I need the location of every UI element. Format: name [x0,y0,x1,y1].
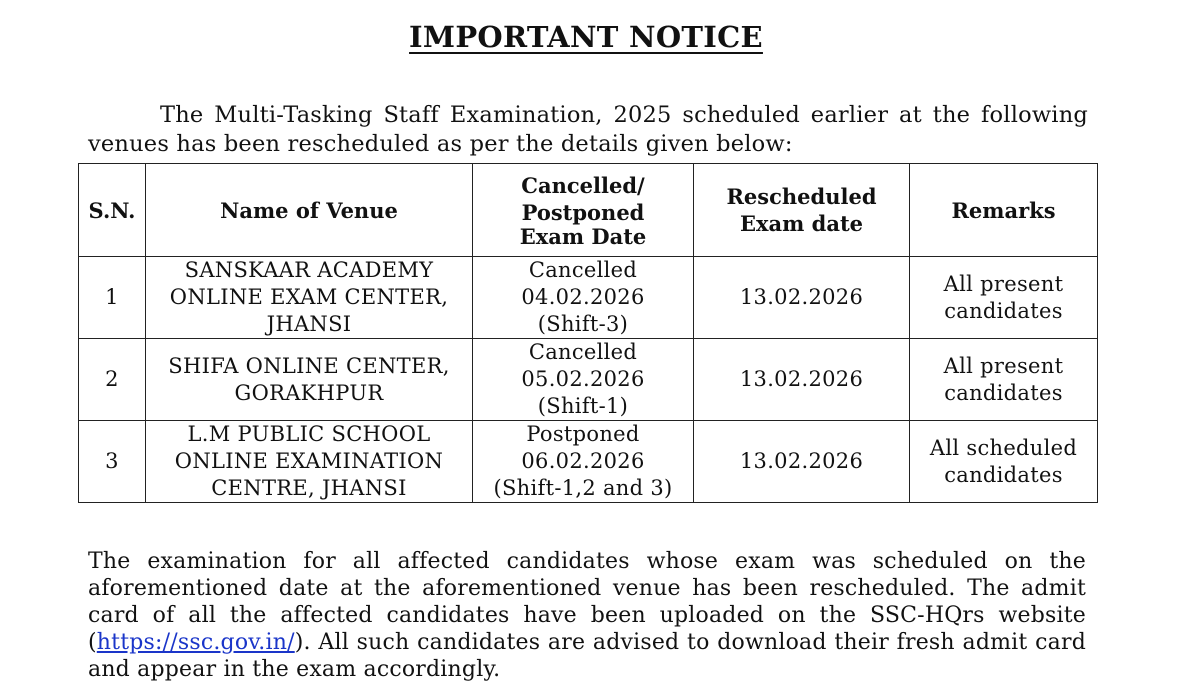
exam-shift: (Shift-1) [537,394,629,418]
venue-line: CENTRE, JHANSI [211,476,407,500]
header-sn: S.N. [79,164,146,257]
exam-shift: (Shift-3) [537,312,629,336]
cell-remarks [910,421,1098,503]
header-venue: Name of Venue [146,164,473,257]
cell-sn: 3 [79,421,146,503]
footer-paragraph [88,548,1086,683]
cell-remarks [910,257,1098,339]
venue-line: L.M PUBLIC SCHOOL [187,422,431,446]
exam-status: Cancelled [528,340,638,364]
cell-venue [146,421,473,503]
notice-title-text: IMPORTANT NOTICE [409,20,763,54]
cell-rescheduled-date: 13.02.2026 [694,339,910,421]
header-rescheduled-date [694,164,910,257]
ssc-website-link[interactable]: https://ssc.gov.in/ [96,630,295,655]
remarks-line: candidates [944,298,1063,323]
cell-venue [146,257,473,339]
table-row [79,257,1098,339]
footer-text-after-link: ). All such candidates are advised to download their fresh admit card and appear in the exam accordingly. [88,630,1086,682]
header-cancelled-line: Cancelled/ [521,173,645,198]
cell-exam-date [473,257,694,339]
table-row [79,421,1098,503]
exam-date: 06.02.2026 [521,449,645,473]
header-rescheduled-line: Rescheduled [726,184,877,209]
venue-table [78,163,1098,503]
remarks-line: All present [943,353,1064,378]
cell-exam-date [473,339,694,421]
remarks-line: All scheduled [929,435,1078,460]
cell-rescheduled-date: 13.02.2026 [694,257,910,339]
table-header-row [79,164,1098,257]
venue-line: SHIFA ONLINE CENTER, [168,353,450,378]
exam-status: Cancelled [528,258,638,282]
cell-remarks [910,339,1098,421]
cell-venue [146,339,473,421]
header-cancelled-date [473,164,694,257]
intro-paragraph: The Multi-Tasking Staff Examination, 2025 scheduled earlier at the following venues has been rescheduled as per the details given below: [88,101,1088,157]
header-exam-date-line-2: Exam date [739,211,864,236]
cell-exam-date [473,421,694,503]
cell-sn: 2 [79,339,146,421]
header-remarks: Remarks [910,164,1098,257]
footer-text-before-link: The examination for all affected candidates whose exam was scheduled on the aforementioned date at the aforementioned venue has been rescheduled. The admit card of all the affected candidates have been uploaded on the SSC-HQrs website ( [88,549,1086,655]
venue-line: JHANSI [266,312,352,336]
cell-sn: 1 [79,257,146,339]
remarks-line: candidates [944,462,1063,487]
cell-rescheduled-date: 13.02.2026 [694,421,910,503]
table-row [79,339,1098,421]
exam-shift: (Shift-1,2 and 3) [493,476,673,500]
venue-line: ONLINE EXAMINATION [174,449,444,473]
notice-title [0,20,1172,54]
venue-line: ONLINE EXAM CENTER, [169,285,449,309]
venue-line: SANSKAAR ACADEMY [184,258,434,282]
exam-date: 05.02.2026 [521,367,645,391]
venue-line: GORAKHPUR [234,380,384,405]
header-postponed-line: Postponed [521,200,645,225]
header-exam-date-line: Exam Date [519,224,647,249]
remarks-line: All present [943,271,1064,296]
remarks-line: candidates [944,380,1063,405]
exam-status: Postponed [526,422,640,446]
exam-date: 04.02.2026 [521,285,645,309]
